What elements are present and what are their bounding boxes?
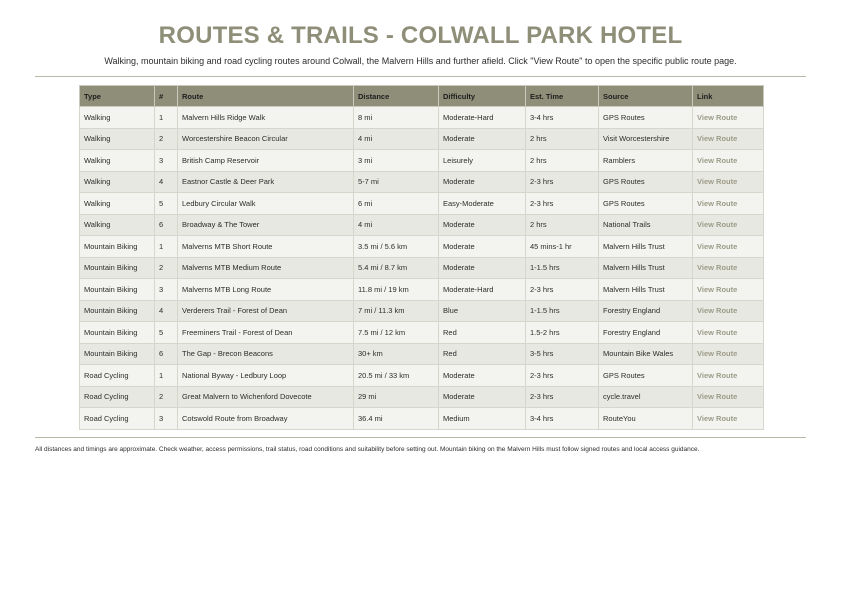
cell-distance: 4 mi <box>354 214 439 236</box>
cell-source: National Trails <box>599 214 693 236</box>
cell-number: 3 <box>155 279 178 301</box>
table-row <box>80 193 764 215</box>
cell-number: 4 <box>155 300 178 322</box>
cell-difficulty: Moderate-Hard <box>439 279 526 301</box>
cell-time: 2-3 hrs <box>526 365 599 387</box>
cell-number: 2 <box>155 257 178 279</box>
cell-number: 3 <box>155 150 178 172</box>
cell-type: Mountain Biking <box>80 236 155 258</box>
cell-distance: 6 mi <box>354 193 439 215</box>
view-route-link[interactable]: View Route <box>693 193 764 215</box>
cell-number: 1 <box>155 107 178 129</box>
cell-difficulty: Moderate <box>439 171 526 193</box>
cell-distance: 5-7 mi <box>354 171 439 193</box>
cell-time: 2-3 hrs <box>526 193 599 215</box>
table-row <box>80 386 764 408</box>
cell-type: Walking <box>80 150 155 172</box>
cell-source: Visit Worcestershire <box>599 128 693 150</box>
cell-route: Eastnor Castle & Deer Park <box>178 171 354 193</box>
table-row <box>80 236 764 258</box>
table-header-row <box>80 86 764 107</box>
cell-number: 6 <box>155 214 178 236</box>
cell-distance: 30+ km <box>354 343 439 365</box>
cell-difficulty: Moderate <box>439 214 526 236</box>
cell-number: 3 <box>155 408 178 430</box>
cell-source: GPS Routes <box>599 365 693 387</box>
table-row <box>80 322 764 344</box>
cell-time: 2-3 hrs <box>526 279 599 301</box>
cell-type: Mountain Biking <box>80 257 155 279</box>
cell-time: 2 hrs <box>526 150 599 172</box>
cell-source: Malvern Hills Trust <box>599 279 693 301</box>
cell-type: Mountain Biking <box>80 322 155 344</box>
cell-type: Walking <box>80 171 155 193</box>
cell-number: 1 <box>155 236 178 258</box>
cell-distance: 11.8 mi / 19 km <box>354 279 439 301</box>
cell-time: 3-4 hrs <box>526 408 599 430</box>
cell-time: 2 hrs <box>526 214 599 236</box>
cell-route: Malverns MTB Short Route <box>178 236 354 258</box>
header-distance: Distance <box>354 86 439 107</box>
header-route: Route <box>178 86 354 107</box>
cell-source: GPS Routes <box>599 107 693 129</box>
cell-difficulty: Moderate <box>439 365 526 387</box>
cell-time: 45 mins-1 hr <box>526 236 599 258</box>
view-route-link[interactable]: View Route <box>693 150 764 172</box>
header-difficulty: Difficulty <box>439 86 526 107</box>
cell-source: Malvern Hills Trust <box>599 257 693 279</box>
page-title: ROUTES & TRAILS - COLWALL PARK HOTEL <box>158 22 683 49</box>
table-row <box>80 300 764 322</box>
cell-type: Road Cycling <box>80 408 155 430</box>
cell-type: Mountain Biking <box>80 343 155 365</box>
table-row <box>80 365 764 387</box>
cell-source: Forestry England <box>599 300 693 322</box>
bottom-divider <box>35 437 806 438</box>
cell-type: Mountain Biking <box>80 300 155 322</box>
cell-distance: 3 mi <box>354 150 439 172</box>
table-row <box>80 257 764 279</box>
table-row <box>80 214 764 236</box>
view-route-link[interactable]: View Route <box>693 343 764 365</box>
view-route-link[interactable]: View Route <box>693 128 764 150</box>
cell-difficulty: Moderate <box>439 257 526 279</box>
cell-type: Walking <box>80 193 155 215</box>
cell-difficulty: Blue <box>439 300 526 322</box>
cell-type: Road Cycling <box>80 365 155 387</box>
cell-number: 4 <box>155 171 178 193</box>
table-row <box>80 343 764 365</box>
cell-time: 1-1.5 hrs <box>526 300 599 322</box>
table-row <box>80 107 764 129</box>
cell-difficulty: Red <box>439 322 526 344</box>
cell-source: Forestry England <box>599 322 693 344</box>
view-route-link[interactable]: View Route <box>693 322 764 344</box>
cell-source: Mountain Bike Wales <box>599 343 693 365</box>
cell-route: Cotswold Route from Broadway <box>178 408 354 430</box>
cell-difficulty: Moderate-Hard <box>439 107 526 129</box>
cell-route: Verderers Trail - Forest of Dean <box>178 300 354 322</box>
cell-time: 1-1.5 hrs <box>526 257 599 279</box>
cell-source: cycle.travel <box>599 386 693 408</box>
cell-route: Malverns MTB Medium Route <box>178 257 354 279</box>
cell-source: Malvern Hills Trust <box>599 236 693 258</box>
cell-route: Great Malvern to Wichenford Dovecote <box>178 386 354 408</box>
cell-route: Ledbury Circular Walk <box>178 193 354 215</box>
cell-time: 3-5 hrs <box>526 343 599 365</box>
cell-distance: 7.5 mi / 12 km <box>354 322 439 344</box>
cell-number: 6 <box>155 343 178 365</box>
cell-type: Walking <box>80 214 155 236</box>
view-route-link[interactable]: View Route <box>693 236 764 258</box>
cell-difficulty: Moderate <box>439 386 526 408</box>
view-route-link[interactable]: View Route <box>693 107 764 129</box>
cell-distance: 20.5 mi / 33 km <box>354 365 439 387</box>
cell-distance: 5.4 mi / 8.7 km <box>354 257 439 279</box>
cell-type: Walking <box>80 128 155 150</box>
page-subtitle: Walking, mountain biking and road cycling routes around Colwall, the Malvern Hills and further afield. Click "View Route" to open the specific public route page. <box>104 56 737 66</box>
cell-route: Broadway & The Tower <box>178 214 354 236</box>
header-number: # <box>155 86 178 107</box>
cell-distance: 3.5 mi / 5.6 km <box>354 236 439 258</box>
cell-type: Walking <box>80 107 155 129</box>
view-route-link[interactable]: View Route <box>693 214 764 236</box>
view-route-link[interactable]: View Route <box>693 408 764 430</box>
cell-route: Malvern Hills Ridge Walk <box>178 107 354 129</box>
cell-number: 2 <box>155 386 178 408</box>
view-route-link[interactable]: View Route <box>693 279 764 301</box>
cell-route: The Gap - Brecon Beacons <box>178 343 354 365</box>
cell-time: 2-3 hrs <box>526 171 599 193</box>
routes-table <box>79 85 764 430</box>
cell-source: Ramblers <box>599 150 693 172</box>
cell-time: 1.5-2 hrs <box>526 322 599 344</box>
table-row <box>80 279 764 301</box>
table-row <box>80 171 764 193</box>
table-row <box>80 128 764 150</box>
cell-distance: 7 mi / 11.3 km <box>354 300 439 322</box>
header-source: Source <box>599 86 693 107</box>
footnote: All distances and timings are approximate. Check weather, access permissions, trail status, road conditions and suitability before setting out. Mountain biking on the Malvern Hills must follow signed routes and local access guidance. <box>35 446 700 453</box>
view-route-link[interactable]: View Route <box>693 365 764 387</box>
cell-source: GPS Routes <box>599 171 693 193</box>
view-route-link[interactable]: View Route <box>693 386 764 408</box>
cell-type: Mountain Biking <box>80 279 155 301</box>
cell-route: National Byway - Ledbury Loop <box>178 365 354 387</box>
table-row <box>80 150 764 172</box>
cell-difficulty: Leisurely <box>439 150 526 172</box>
cell-time: 2-3 hrs <box>526 386 599 408</box>
cell-route: Malverns MTB Long Route <box>178 279 354 301</box>
view-route-link[interactable]: View Route <box>693 171 764 193</box>
table-row <box>80 408 764 430</box>
cell-time: 3-4 hrs <box>526 107 599 129</box>
cell-distance: 4 mi <box>354 128 439 150</box>
cell-route: Worcestershire Beacon Circular <box>178 128 354 150</box>
cell-source: RouteYou <box>599 408 693 430</box>
header-type: Type <box>80 86 155 107</box>
cell-distance: 29 mi <box>354 386 439 408</box>
header-link: Link <box>693 86 764 107</box>
top-divider <box>35 76 806 77</box>
cell-difficulty: Moderate <box>439 128 526 150</box>
cell-route: Freeminers Trail - Forest of Dean <box>178 322 354 344</box>
cell-source: GPS Routes <box>599 193 693 215</box>
cell-difficulty: Easy-Moderate <box>439 193 526 215</box>
cell-distance: 36.4 mi <box>354 408 439 430</box>
cell-difficulty: Moderate <box>439 236 526 258</box>
cell-number: 2 <box>155 128 178 150</box>
cell-number: 5 <box>155 193 178 215</box>
cell-time: 2 hrs <box>526 128 599 150</box>
header-est-time: Est. Time <box>526 86 599 107</box>
cell-type: Road Cycling <box>80 386 155 408</box>
cell-difficulty: Medium <box>439 408 526 430</box>
cell-difficulty: Red <box>439 343 526 365</box>
cell-route: British Camp Reservoir <box>178 150 354 172</box>
view-route-link[interactable]: View Route <box>693 257 764 279</box>
cell-number: 1 <box>155 365 178 387</box>
cell-number: 5 <box>155 322 178 344</box>
cell-distance: 8 mi <box>354 107 439 129</box>
view-route-link[interactable]: View Route <box>693 300 764 322</box>
